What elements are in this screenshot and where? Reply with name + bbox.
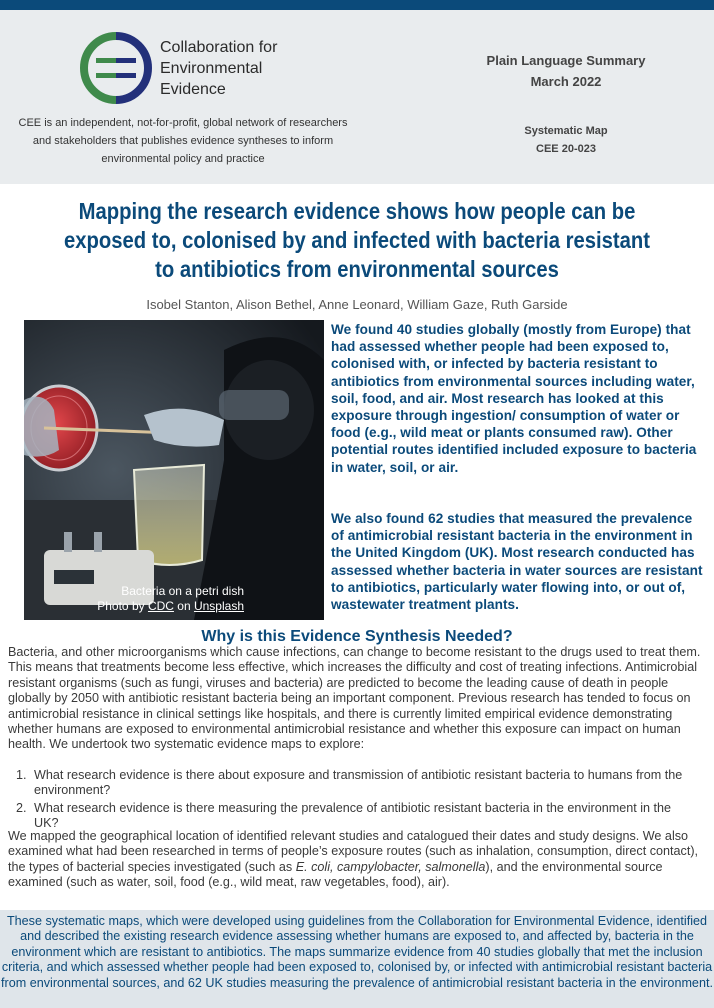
finding-paragraph-2: We also found 62 studies that measured the prevalence of antimicrobial resistant bacteria in the environment in the United Kingdom (UK). Most research conducted has assessed whether bacteria in water sources are resistant to antibiotics, particularly water flowing into, or out of, wastewater treatment plants. xyxy=(331,511,703,613)
petri-dish-photo xyxy=(24,320,324,620)
finding-paragraph-1: We found 40 studies globally (mostly from Europe) that had assessed whether people had been exposed to, colonised with, or infected by bacteria resistant to antibiotics from environmental sources including water, soil, food, and air. Most research has looked at this exposure through ingestion/ consumption of water or food (e.g., wild meat or plants consumed raw). Other potential routes identified included exposure to bacteria in water, soil, or air. xyxy=(331,322,697,475)
org-name xyxy=(160,37,277,100)
caption-line-1: Bacteria on a petri dish xyxy=(121,584,244,598)
bacteria-species-text: E. coli, campylobacter, salmonella xyxy=(295,859,486,874)
para2-text-a: We mapped the geographical location of identified relevant studies and catalogued their dates and study designs. We also examined what had been researched in terms of people’s exposure routes (such as inhalation, consumption, direct contact), the types of bacterial species investigated (such as xyxy=(8,829,699,874)
list-item-text: What research evidence is there measuring the prevalence of antibiotic resistant bacteria in the environment in the UK? xyxy=(34,800,672,831)
unsplash-link[interactable]: Unsplash xyxy=(193,599,244,613)
summary-text: These systematic maps, which were developed using guidelines from the Collaboration for Environmental Evidence, identified and described the existing research evidence assessing whether humans are exposed to, and affected by, bacteria in the environment which are resistant to antibiotics. The maps summarize evidence from 40 studies globally that met the inclusion criteria, and which assessed whether people had been exposed to, colonised by, or infected with antimicrobial resistant bacteria from environmental sources, and 62 UK studies measuring the prevalence of antimicrobial resistant bacteria in the environment. xyxy=(1,914,713,990)
document-type: Plain Language Summary xyxy=(486,53,646,68)
page-title: Mapping the research evidence shows how people can be exposed to, colonised by and infected with bacteria resistant to antibiotics from environmental sources xyxy=(64,198,650,282)
list-item-number: 1. xyxy=(16,768,27,782)
cdc-link[interactable]: CDC xyxy=(147,599,174,613)
org-description: CEE is an independent, not-for-profit, global network of researchers and stakeholders that publishes evidence syntheses to inform environmental policy and practice xyxy=(18,117,348,165)
header xyxy=(0,10,714,184)
caption-mid: on xyxy=(173,599,194,613)
document-meta xyxy=(480,50,652,92)
map-meta xyxy=(500,122,632,158)
list-item xyxy=(16,768,696,799)
org-name-line-1: Collaboration for xyxy=(160,39,278,56)
list-item-number: 2. xyxy=(16,800,27,815)
lab-scene-image xyxy=(24,320,324,620)
map-type: Systematic Map xyxy=(524,125,608,137)
photo-caption xyxy=(24,584,244,614)
body-paragraph-2 xyxy=(8,829,708,891)
org-name-line-3: Evidence xyxy=(160,81,226,98)
summary-box xyxy=(0,910,714,1008)
cee-logo-icon xyxy=(80,32,152,104)
authors: Isobel Stanton, Alison Bethel, Anne Leonard, William Gaze, Ruth Garside xyxy=(146,297,568,312)
body-paragraph-1: Bacteria, and other microorganisms which cause infections, can change to become resistant to the drugs used to treat them. This means that treatments become less effective, which increases the difficulty and cost of treating infections. Antimicrobial resistant organisms (such as fungi, viruses and bacteria) are predicted to become the leading cause of death in people globally by 2050 with antibiotic resistant bacteria being an important component. Previous research has tended to focus on antimicrobial resistance in clinical settings like hospitals, and there is currently limited empirical evidence demonstrating whether humans are exposed to environmental antimicrobial resistance and whether this exposure can impact on human health. We undertook two systematic evidence maps to explore: xyxy=(8,645,701,752)
org-name-line-2: Environmental xyxy=(160,60,263,77)
caption-line-2 xyxy=(24,599,244,614)
caption-prefix: Photo by xyxy=(97,599,148,613)
question-list xyxy=(16,768,696,834)
map-code: CEE 20-023 xyxy=(536,143,596,155)
para2-text-b: ), and the environmental source examined (such as water, soil, food (e.g., wild meat, raw vegetables, food), air). xyxy=(8,859,663,890)
document-date: March 2022 xyxy=(530,74,602,89)
top-accent-bar xyxy=(0,0,714,10)
list-item-text: What research evidence is there about exposure and transmission of antibiotic resistant bacteria to humans from the environment? xyxy=(34,768,683,798)
list-item xyxy=(16,801,696,832)
section-heading: Why is this Evidence Synthesis Needed? xyxy=(201,628,513,645)
